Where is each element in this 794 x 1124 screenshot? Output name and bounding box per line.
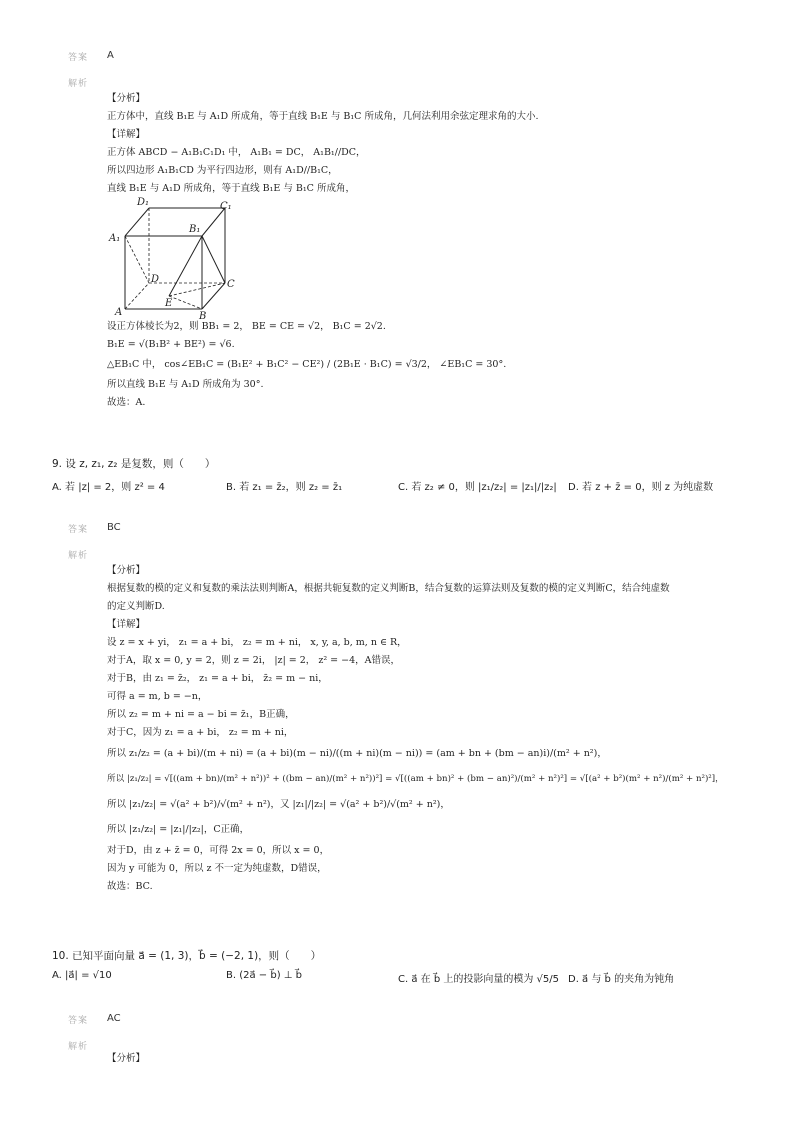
- q9-option-a: A. 若 |z| = 2，则 z² = 4: [52, 482, 165, 493]
- q8-line: 直线 B₁E 与 A₁D 所成角，等于直线 B₁E 与 B₁C 所成角，: [107, 183, 355, 194]
- q9-answer: BC: [107, 522, 121, 533]
- label-c: C: [227, 279, 235, 290]
- q9-line: 根据复数的模的定义和复数的乘法法则判断A，根据共轭复数的定义判断B，结合复数的运算法则及复数的模的定义判断C，结合纯虚数: [107, 583, 670, 594]
- answer-label: 答案: [68, 53, 89, 63]
- q8-answer: A: [107, 50, 114, 61]
- q8-solution: [107, 90, 538, 198]
- answer-label: 答案: [68, 1016, 89, 1026]
- label-e: E: [165, 298, 173, 309]
- q10-option-b: B. (2a⃗ − b⃗) ⊥ b⃗: [226, 970, 303, 981]
- q8-line: 【分析】: [107, 93, 146, 104]
- label-c1: C₁: [220, 201, 232, 212]
- q8-line: 【详解】: [107, 129, 146, 140]
- segment-ec: [169, 283, 225, 296]
- segment-eb: [169, 296, 202, 309]
- q8-solution-cont: [107, 318, 506, 412]
- q9-line: 可得 a = m, b = −n，: [107, 691, 208, 702]
- q9-line: 所以 |z₁/z₂| = √(a² + b²)/√(m² + n²)，又 |z₁|/|z₂| = √(a² + b²)/√(m² + n²)，: [107, 799, 450, 810]
- analysis-label: 解析: [68, 551, 89, 561]
- segment-a1d: [125, 236, 149, 283]
- q9-line: 【详解】: [107, 619, 146, 630]
- q10-line: 【分析】: [107, 1053, 146, 1064]
- q8-line: 正方体中，直线 B₁E 与 A₁D 所成角，等于直线 B₁E 与 B₁C 所成角，几何法利用余弦定理求角的大小.: [107, 111, 539, 122]
- q9-line: 对于C，因为 z₁ = a + bi， z₂ = m + ni，: [107, 727, 294, 738]
- answer-label: 答案: [68, 525, 89, 535]
- cube-figure: [107, 196, 247, 320]
- label-d1: D₁: [137, 197, 150, 208]
- q8-line: B₁E = √(B₁B² + BE²) = √6.: [107, 339, 235, 350]
- label-b: B: [199, 311, 207, 320]
- q9-line: 的定义判断D.: [107, 601, 165, 612]
- q9-line: 设 z = x + yi， z₁ = a + bi， z₂ = m + ni， x, y, a, b, m, n ∈ R，: [107, 637, 407, 648]
- label-d: D: [151, 274, 160, 285]
- q9-option-b: B. 若 z₁ = z̄₂，则 z₂ = z̄₁: [226, 482, 343, 493]
- q9-line: 因为 y 可能为 0，所以 z 不一定为纯虚数，D错误，: [107, 863, 327, 874]
- q9-line: 所以 z₂ = m + ni = a − bi = z̄₁，B正确，: [107, 709, 295, 720]
- q10-stem: 10. 已知平面向量 a⃗ = (1, 3)，b⃗ = (−2, 1)，则（ ）: [52, 950, 322, 962]
- segment-b1c: [202, 236, 225, 283]
- q9-line: 所以 |z₁/z₂| = √[((am + bn)/(m² + n²))² + ((bm − an)/(m² + n²))²] = √[((am + bn)² + (bm − an)²)/(m² + n²)²] = √[(a² + b²)(m² + n²)/(m² + n²)²]，: [107, 774, 724, 784]
- q9-option-d: D. 若 z + z̄ = 0，则 z 为纯虚数: [568, 482, 714, 493]
- q9-line: 对于D，由 z + z̄ = 0，可得 2x = 0，所以 x = 0，: [107, 845, 330, 856]
- q9-line: 对于B，由 z₁ = z̄₂， z₁ = a + bi， z̄₂ = m − ni，: [107, 673, 328, 684]
- edge-c1b1: [202, 208, 225, 236]
- label-a: A: [115, 307, 123, 318]
- q10-answer: AC: [107, 1013, 121, 1024]
- segment-b1e: [169, 236, 202, 296]
- q8-line: 正方体 ABCD − A₁B₁C₁D₁ 中， A₁B₁ = DC， A₁B₁//DC，: [107, 147, 366, 158]
- edge-bc: [202, 283, 225, 309]
- q9-line: 所以 z₁/z₂ = (a + bi)/(m + ni) = (a + bi)(m − ni)/((m + ni)(m − ni)) = (am + bn + (bm − an)i)/(m² + n²)，: [107, 748, 607, 759]
- analysis-label: 解析: [68, 1042, 89, 1052]
- q9-stem: 9. 设 z, z₁, z₂ 是复数，则（ ）: [52, 458, 216, 470]
- q9-line: 所以 |z₁/z₂| = |z₁|/|z₂|，C正确，: [107, 824, 250, 835]
- q8-line: △EB₁C 中， cos∠EB₁C = (B₁E² + B₁C² − CE²) / (2B₁E · B₁C) = √3/2， ∠EB₁C = 30°.: [107, 359, 507, 370]
- q10-option-a: A. |a⃗| = √10: [52, 970, 112, 981]
- edge-ad: [125, 283, 149, 309]
- q10-option-d: D. a⃗ 与 b⃗ 的夹角为钝角: [568, 974, 675, 985]
- q8-line: 设正方体棱长为2，则 BB₁ = 2， BE = CE = √2， B₁C = 2√2.: [107, 321, 386, 332]
- analysis-label: 解析: [68, 79, 89, 89]
- label-a1: A₁: [109, 233, 121, 244]
- q9-line: 【分析】: [107, 565, 146, 576]
- q8-line: 故选：A.: [107, 397, 146, 408]
- q10-solution: [107, 1050, 145, 1068]
- q8-line: 所以直线 B₁E 与 A₁D 所成角为 30°.: [107, 379, 264, 390]
- q9-option-c: C. 若 z₂ ≠ 0，则 |z₁/z₂| = |z₁|/|z₂|: [398, 482, 557, 493]
- q9-solution: [107, 562, 724, 896]
- label-b1: B₁: [189, 224, 201, 235]
- q10-option-c: C. a⃗ 在 b⃗ 上的投影向量的模为 √5/5: [398, 974, 559, 985]
- edge-a1d1: [125, 208, 149, 236]
- q9-line: 对于A，取 x = 0, y = 2，则 z = 2i， |z| = 2， z² = −4，A错误，: [107, 655, 401, 666]
- q8-line: 所以四边形 A₁B₁CD 为平行四边形，则有 A₁D//B₁C，: [107, 165, 338, 176]
- q9-line: 故选：BC.: [107, 881, 153, 892]
